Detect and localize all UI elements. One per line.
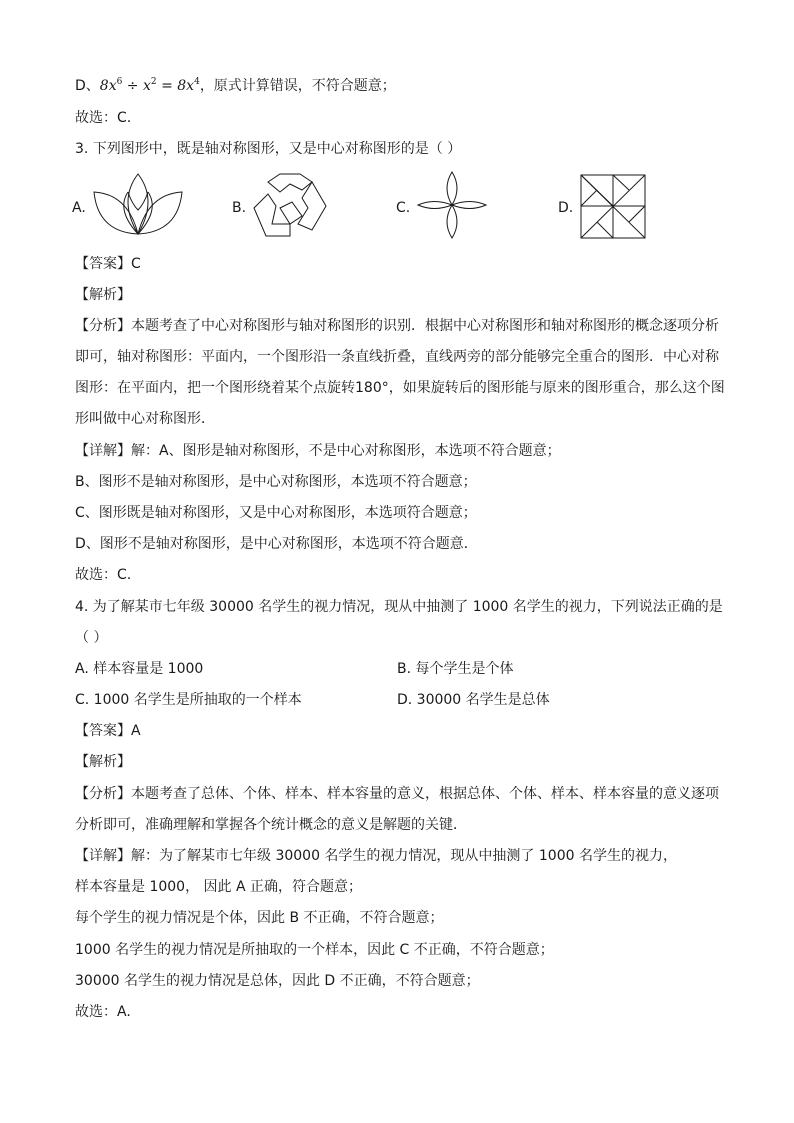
- q4-detail-line-4: 1000 名学生的视力情况是所抽取的一个样本，因此 C 不正确，不符合题意；: [75, 942, 554, 958]
- q3-stem: 3. 下列图形中，既是轴对称图形，又是中心对称图形的是（ ）: [75, 141, 462, 157]
- q4-option-c: C. 1000 名学生是所抽取的一个样本: [75, 692, 302, 708]
- q3-option-c-label: C.: [396, 200, 411, 216]
- prev-d-formula: $8x^6 \div x^2 = 8x^4$: [99, 77, 200, 94]
- q4-detail-line-3: 每个学生的视力情况是个体，因此 B 不正确，不符合题意；: [75, 910, 444, 926]
- q3-analysis-line-3: 图形：在平面内，把一个图形绕着某个点旋转180°，如果旋转后的图形能与原来的图形重合，那么这个图: [75, 380, 725, 396]
- prev-d-text: ，原式计算错误，不符合题意；: [199, 78, 396, 94]
- q3-option-a-label: A.: [72, 200, 86, 216]
- q3-analysis-line-2: 即可，轴对称图形：平面内，一个图形沿一条直线折叠，直线两旁的部分能够完全重合的图形．中心对称: [75, 349, 719, 365]
- q3-answer: 【答案】C: [75, 256, 141, 272]
- prev-d-label: D、: [75, 78, 100, 94]
- q4-stem-line-2: （ ）: [75, 630, 108, 646]
- q3-detail-line-4: D、图形不是轴对称图形，是中心对称图形，本选项不符合题意．: [75, 536, 478, 552]
- q3-detail-line-3: C、图形既是轴对称图形，又是中心对称图形，本选项符合题意；: [75, 505, 477, 521]
- q3-detail-line-1: 【详解】解：A、图形是轴对称图形，不是中心对称图形，本选项不符合题意；: [75, 443, 561, 459]
- q3-choose: 故选：C.: [75, 567, 132, 583]
- q4-option-a: A. 样本容量是 1000: [75, 661, 204, 677]
- q3-option-d-label: D.: [558, 200, 574, 216]
- prev-option-d: [75, 72, 396, 96]
- q3-analysis-line-1: 【分析】本题考查了中心对称图形与轴对称图形的识别．根据中心对称图形和轴对称图形的概念逐项分析: [75, 318, 719, 334]
- q4-detail-line-1: 【详解】解：为了解某市七年级 30000 名学生的视力情况，现从中抽测了 1000 名学生的视力，: [75, 848, 677, 864]
- q4-choose: 故选：A.: [75, 1004, 131, 1020]
- q4-option-b: B. 每个学生是个体: [397, 661, 514, 677]
- q3-figure-d-pinwheel: [578, 172, 648, 240]
- q4-stem-line-1: 4. 为了解某市七年级 30000 名学生的视力情况，现从中抽测了 1000 名学生的视力，下列说法正确的是: [75, 599, 723, 615]
- prev-choose: 故选：C.: [75, 110, 132, 126]
- q4-analysis-line-2: 分析即可，准确理解和掌握各个统计概念的意义是解题的关键．: [75, 817, 467, 833]
- q4-answer: 【答案】A: [75, 723, 141, 739]
- q4-analysis-title: 【解析】: [75, 754, 131, 770]
- q3-figure-a-lotus: [88, 170, 188, 238]
- q3-option-b-label: B.: [232, 200, 247, 216]
- q4-detail-line-2: 样本容量是 1000， 因此 A 正确，符合题意；: [75, 879, 363, 895]
- q4-analysis-line-1: 【分析】本题考查了总体、个体、样本、样本容量的意义，根据总体、个体、样本、样本容量的意义逐项: [75, 786, 719, 802]
- q3-analysis-line-4: 形叫做中心对称图形．: [75, 411, 215, 427]
- q3-figure-b-recycle: [250, 172, 330, 238]
- q4-option-d: D. 30000 名学生是总体: [397, 692, 550, 708]
- q3-detail-line-2: B、图形不是轴对称图形，是中心对称图形，本选项不符合题意；: [75, 474, 477, 490]
- q4-detail-line-5: 30000 名学生的视力情况是总体，因此 D 不正确，不符合题意；: [75, 973, 480, 989]
- q3-figure-c-flower: [414, 170, 490, 240]
- q3-analysis-title: 【解析】: [75, 287, 131, 303]
